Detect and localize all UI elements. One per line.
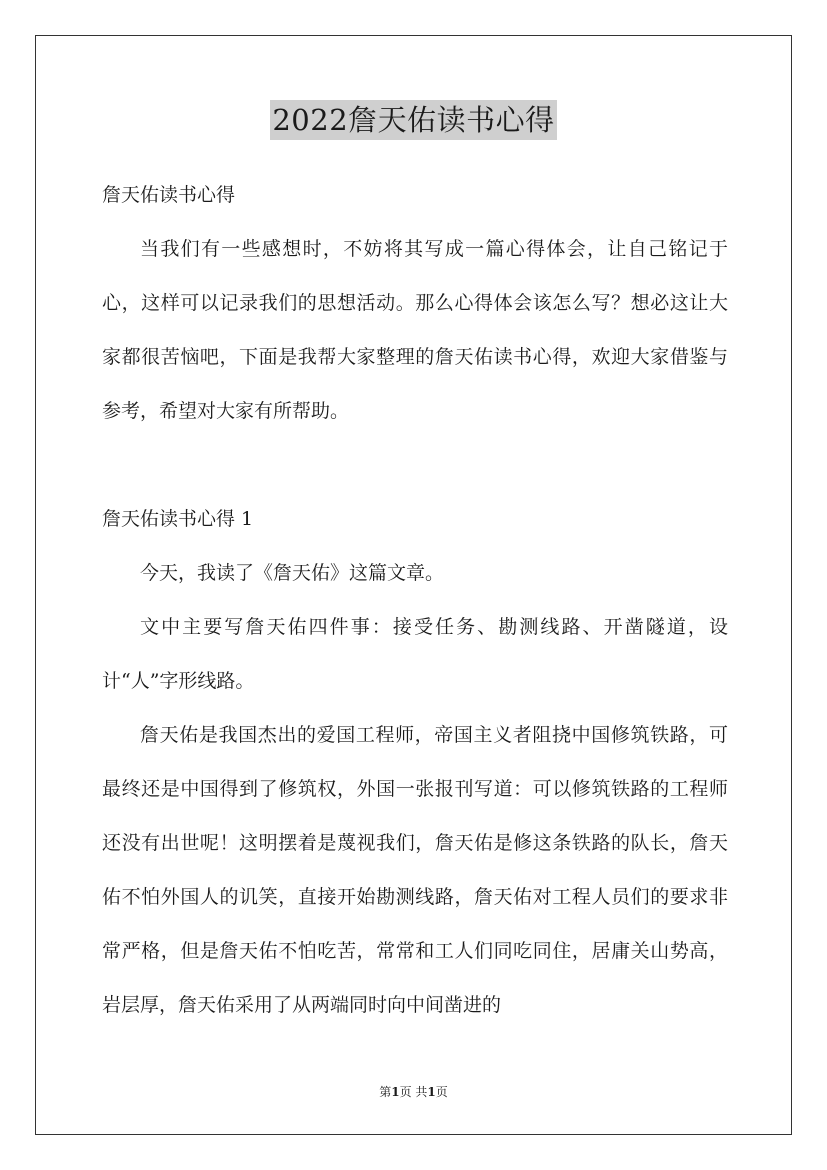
page-current-number: 1: [391, 1085, 400, 1099]
page-total-number: 1: [427, 1085, 436, 1099]
section-heading: 詹天佑读书心得 1: [102, 508, 254, 530]
section-spacer: [102, 438, 728, 492]
body-paragraph-1: 今天，我读了《詹天佑》这篇文章。: [140, 562, 445, 584]
body-paragraph-2: 文中主要写詹天佑四件事：接受任务、勘测线路、开凿隧道，设计“人”字形线路。: [102, 616, 728, 692]
page-suffix: 页: [435, 1085, 448, 1099]
page-prefix: 第: [379, 1085, 392, 1099]
page-mid: 页 共: [399, 1085, 428, 1099]
intro-heading: 詹天佑读书心得: [102, 184, 236, 206]
page-footer: [0, 1084, 827, 1100]
document-title-text: 2022詹天佑读书心得: [270, 100, 556, 140]
body-paragraph-3: 詹天佑是我国杰出的爱国工程师，帝国主义者阻挠中国修筑铁路，可最终还是中国得到了修筑权，外国一张报刊写道：可以修筑铁路的工程师还没有出世呢！这明摆着是蔑视我们，詹天佑是修这条铁路的队长，詹天佑不怕外国人的讥笑，直接开始勘测线路，詹天佑对工程人员们的要求非常严格，但是詹天佑不怕吃苦，常常和工人们同吃同住，居庸关山势高，岩层厚，詹天佑采用了从两端同时向中间凿进的: [102, 724, 728, 1016]
document-title: [0, 100, 827, 140]
document-body: [102, 168, 728, 1032]
intro-paragraph: 当我们有一些感想时，不妨将其写成一篇心得体会，让自己铭记于心，这样可以记录我们的思想活动。那么心得体会该怎么写？想必这让大家都很苦恼吧，下面是我帮大家整理的詹天佑读书心得，欢迎大家借鉴与参考，希望对大家有所帮助。: [102, 238, 728, 422]
